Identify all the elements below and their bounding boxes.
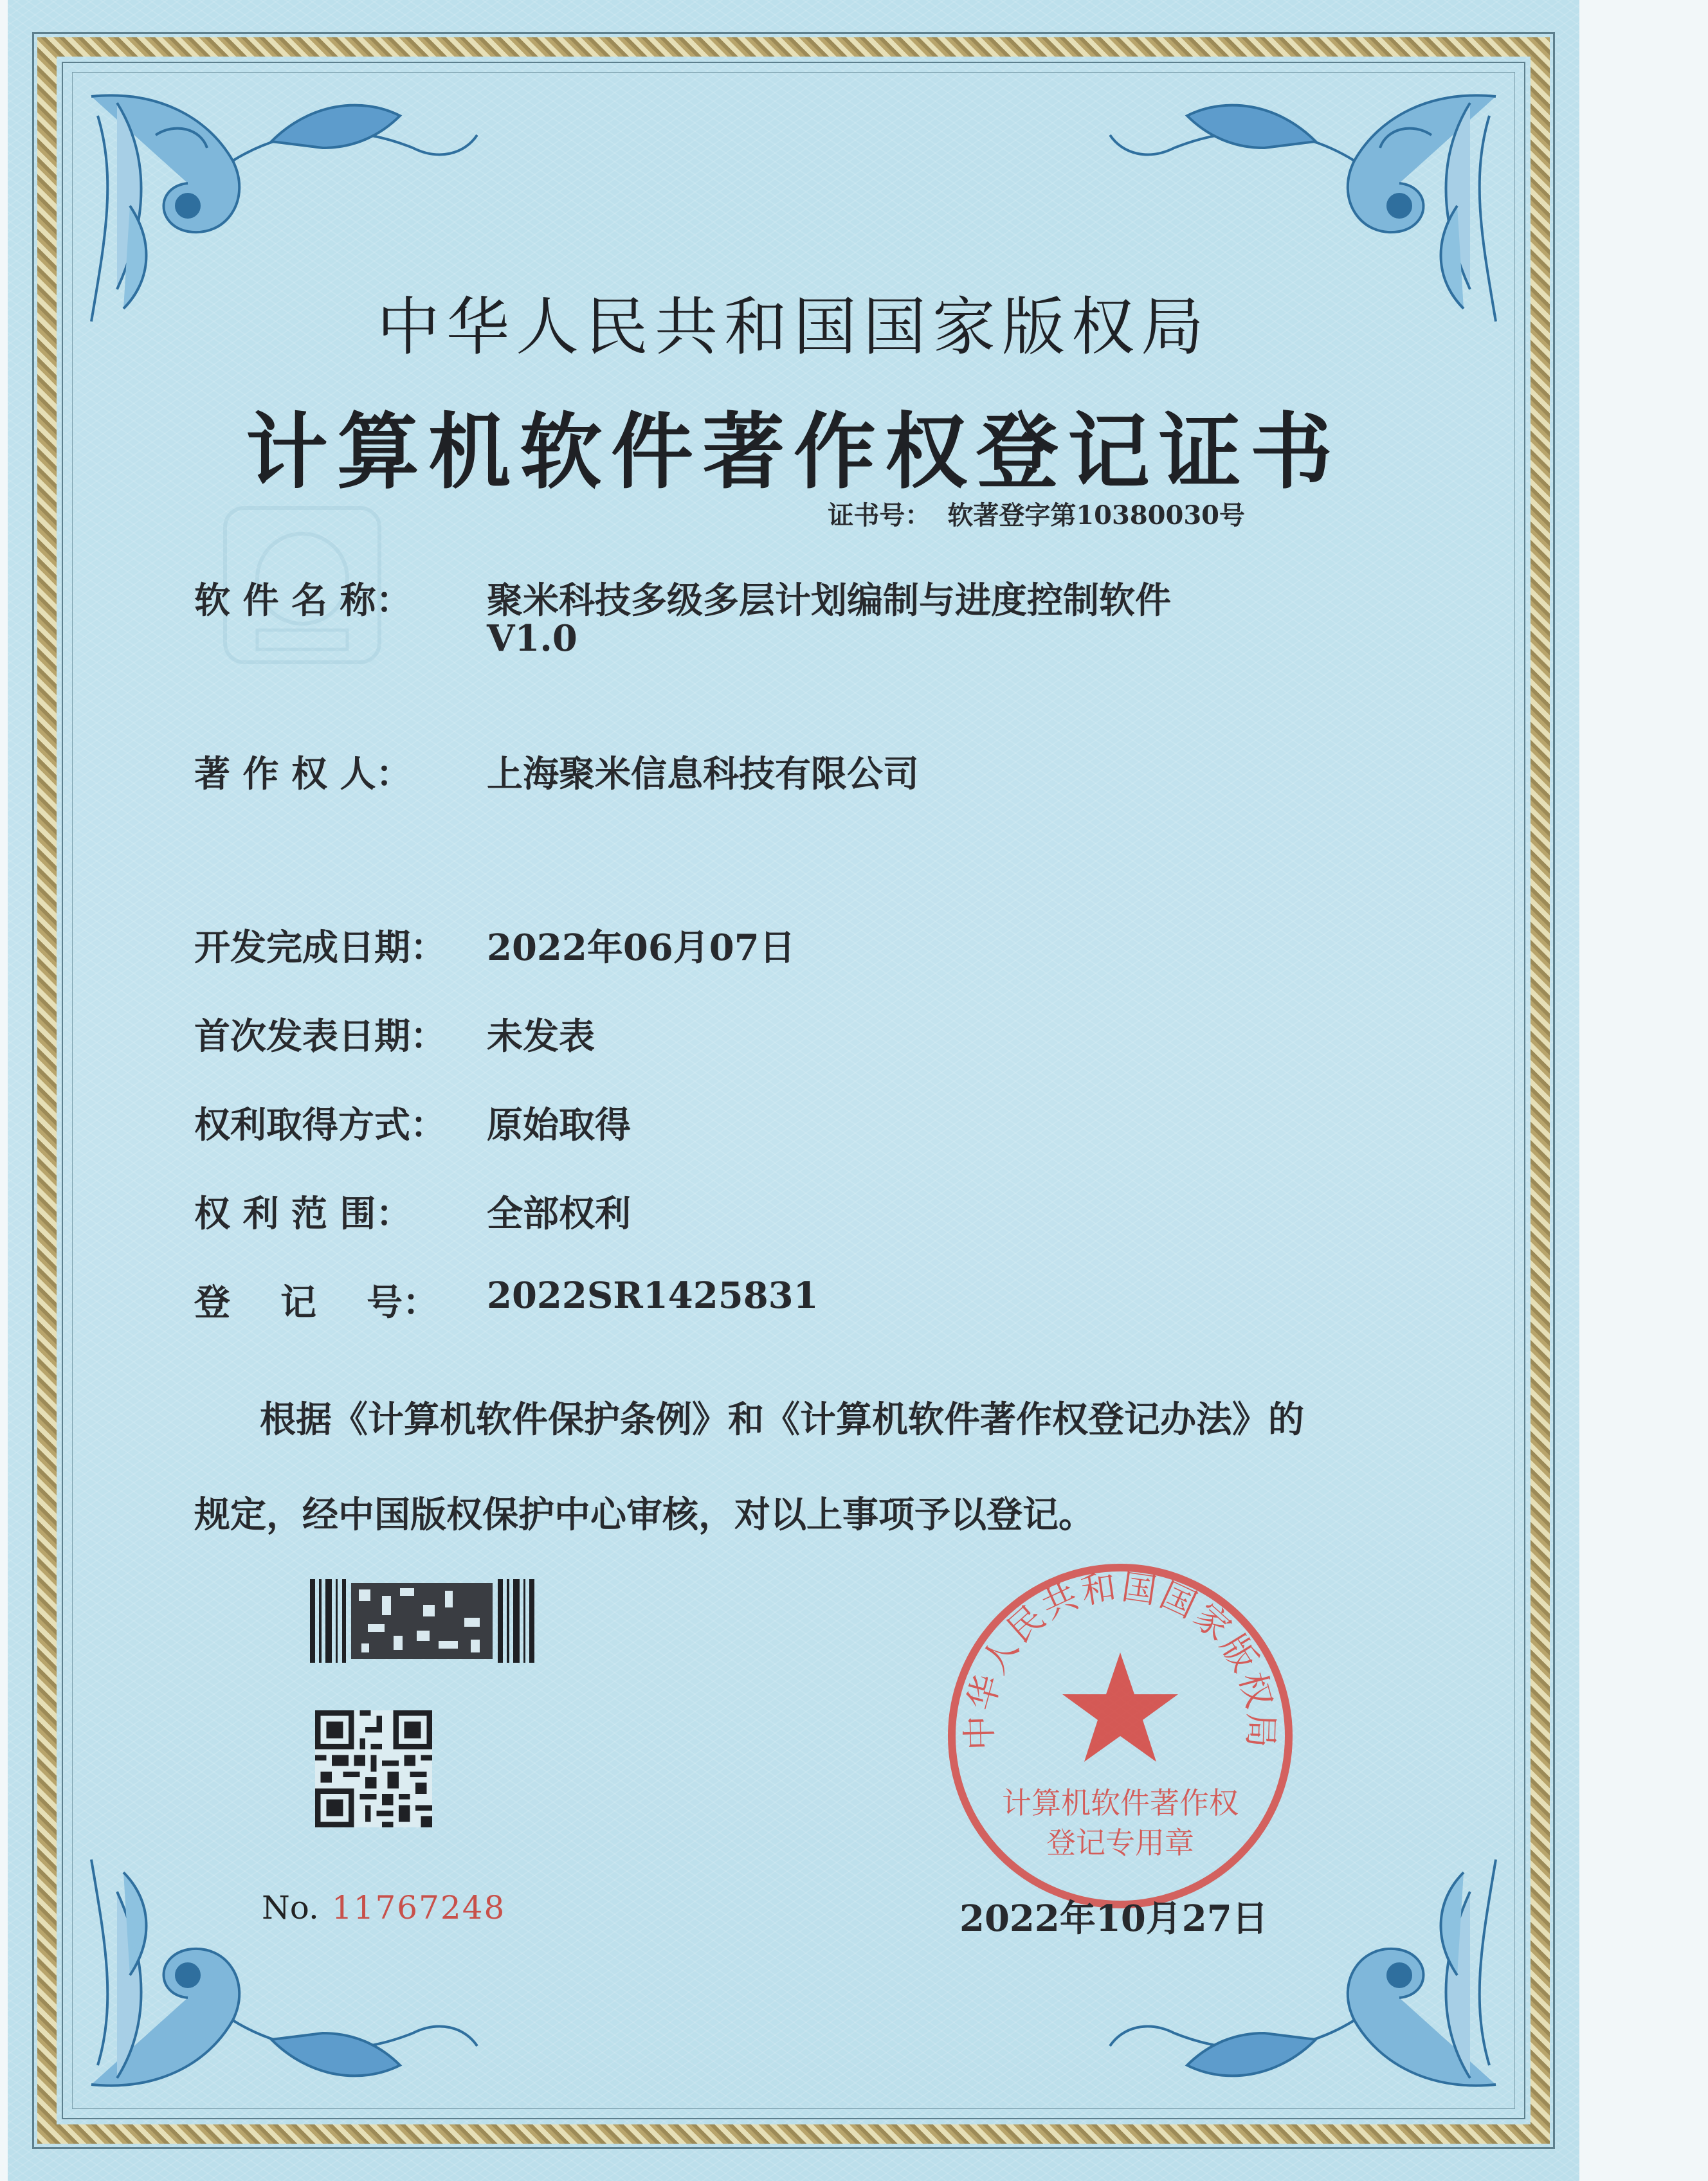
seal-star-icon	[1062, 1652, 1178, 1762]
field-rights-scope	[194, 1186, 631, 1237]
serial-label: No.	[262, 1889, 319, 1926]
development-date-label: 开发完成日期：	[194, 927, 446, 969]
software-version-value: V1.0	[487, 617, 577, 660]
rights-scope-label: 权 利 范 围：	[194, 1193, 412, 1235]
field-first-publication-date	[194, 1008, 595, 1060]
rights-acquisition-label: 权利取得方式：	[194, 1104, 446, 1146]
certificate-number: 软著登字第10380030号	[947, 500, 1245, 530]
issuer-heading: 中华人民共和国国家版权局	[376, 291, 1210, 364]
field-rights-acquisition	[194, 1097, 631, 1148]
serial-number	[262, 1889, 505, 1926]
first-publication-label: 首次发表日期：	[194, 1015, 446, 1058]
field-registration-number	[194, 1274, 819, 1326]
official-seal-stamp	[940, 1556, 1300, 1916]
certificate-number-row	[828, 495, 1245, 532]
rights-scope-value: 全部权利	[487, 1193, 631, 1235]
statement-line-2: 规定，经中国版权保护中心审核，对以上事项予以登记。	[194, 1494, 1095, 1536]
seal-line-1: 计算机软件著作权	[1002, 1786, 1239, 1820]
first-publication-value: 未发表	[487, 1015, 595, 1058]
registration-number-value: 2022SR1425831	[487, 1274, 819, 1317]
rights-acquisition-value: 原始取得	[487, 1104, 631, 1146]
field-copyright-owner	[194, 746, 919, 797]
barcode-icon	[310, 1579, 535, 1663]
seal-ring-text: 中华人民共和国国家版权局	[959, 1566, 1282, 1751]
software-name-label: 软 件 名 称：	[194, 579, 412, 622]
seal-line-2: 登记专用章	[1046, 1825, 1194, 1860]
qr-code-icon	[315, 1710, 432, 1827]
registration-number-label: 登 记 号：	[194, 1281, 439, 1324]
statement-line-1: 根据《计算机软件保护条例》和《计算机软件著作权登记办法》的	[260, 1398, 1304, 1441]
copyright-owner-value: 上海聚米信息科技有限公司	[487, 753, 919, 795]
field-development-date	[194, 919, 795, 971]
issue-date: 2022年10月27日	[959, 1897, 1268, 1940]
field-software-name	[194, 572, 1171, 624]
development-date-value: 2022年06月07日	[487, 927, 795, 969]
certificate-paper	[8, 0, 1579, 2181]
copyright-owner-label: 著 作 权 人：	[194, 753, 412, 795]
corner-ornament-bottom-left	[78, 1834, 490, 2104]
certificate-title: 计算机软件著作权登记证书	[245, 404, 1341, 500]
certificate-number-label: 证书号：	[828, 500, 931, 530]
software-name-value: 聚米科技多级多层计划编制与进度控制软件	[487, 579, 1171, 622]
serial-value: 11767248	[331, 1889, 506, 1926]
